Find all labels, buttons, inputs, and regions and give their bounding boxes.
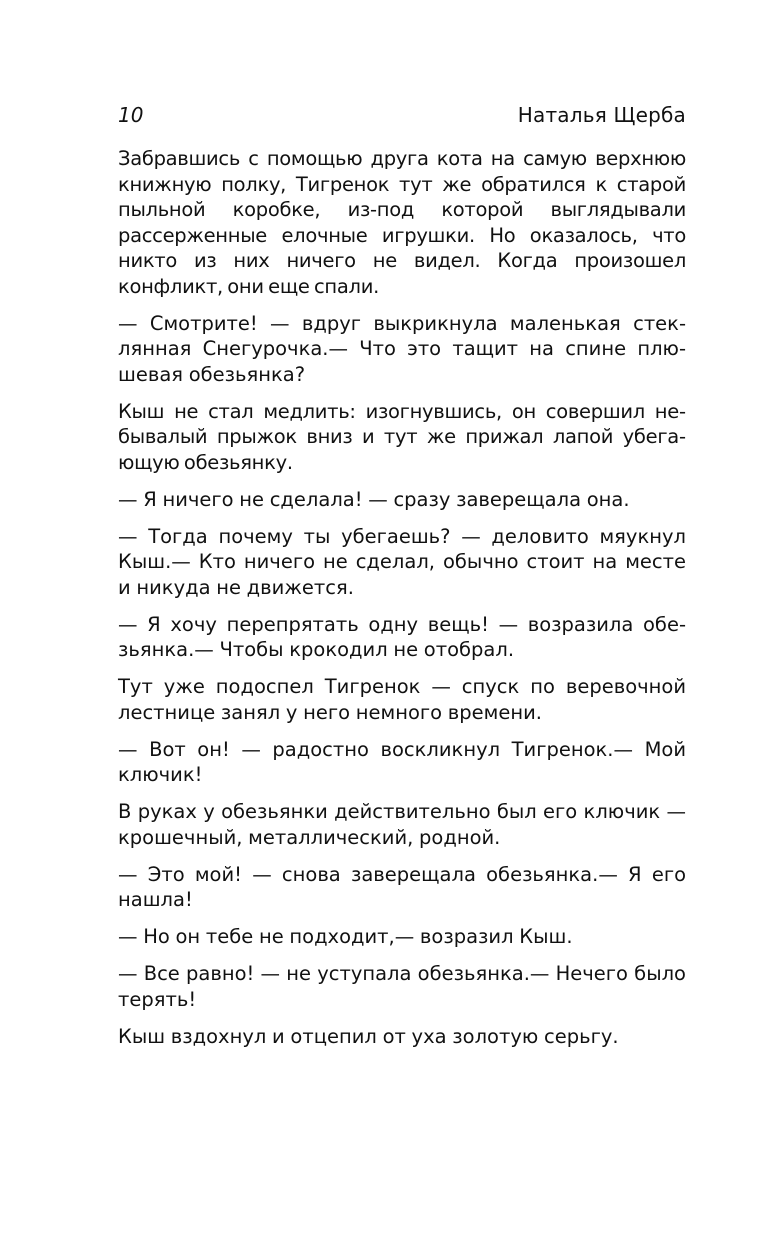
paragraph: — Но он тебе не подходит,— возразил Кыш.: [118, 925, 573, 948]
paragraph: — Смотрите! — вдруг выкрикнула маленькая стеклянная Снегурочка.— Что это тащит на спине плюшевая обезьянка?: [118, 311, 686, 386]
paragraph: — Все равно! — не уступала обезьянка.— Нечего было терять!: [118, 962, 686, 1011]
paragraph: — Это мой! — снова заверещала обезьянка.— Я его нашла!: [118, 862, 686, 911]
paragraph: Забравшись с помощью друга кота на самую верхнюю книжную полку, Тигренок тут же обратился к старой пыльной коробке, из-под которой выглядывали рассерженные елочные игрушки. Но оказалось, что никто из них ничего не видел. Когда произошел конфликт, они еще спали.: [118, 147, 686, 298]
page-header: [118, 98, 686, 132]
page-number: 10: [118, 103, 144, 127]
page-body: [118, 146, 686, 1061]
paragraph: — Вот он! — радостно воскликнул Тигренок.— Мой ключик!: [118, 737, 686, 786]
paragraph: — Тогда почему ты убегаешь? — деловито мяукнул Кыш.— Кто ничего не сделал, обычно стоит на месте и никуда не движется.: [118, 524, 686, 599]
paragraph: Кыш не стал медлить: изогнувшись, он совершил небывалый прыжок вниз и тут же прижал лапой убегающую обезьянку.: [118, 399, 686, 474]
paragraph: — Я хочу перепрятать одну вещь! — возразила обезьянка.— Чтобы крокодил не отобрал.: [118, 612, 686, 661]
paragraph: Тут уже подоспел Тигренок — спуск по веревочной лестнице занял у него немного времени.: [118, 675, 686, 724]
paragraph: В руках у обезьянки действительно был его ключик — крошечный, металлический, родной.: [118, 800, 686, 849]
paragraph: Кыш вздохнул и отцепил от уха золотую серьгу.: [118, 1024, 619, 1048]
author-name: Наталья Щерба: [517, 103, 686, 127]
paragraph: — Я ничего не сделала! — сразу заверещала она.: [118, 487, 630, 511]
